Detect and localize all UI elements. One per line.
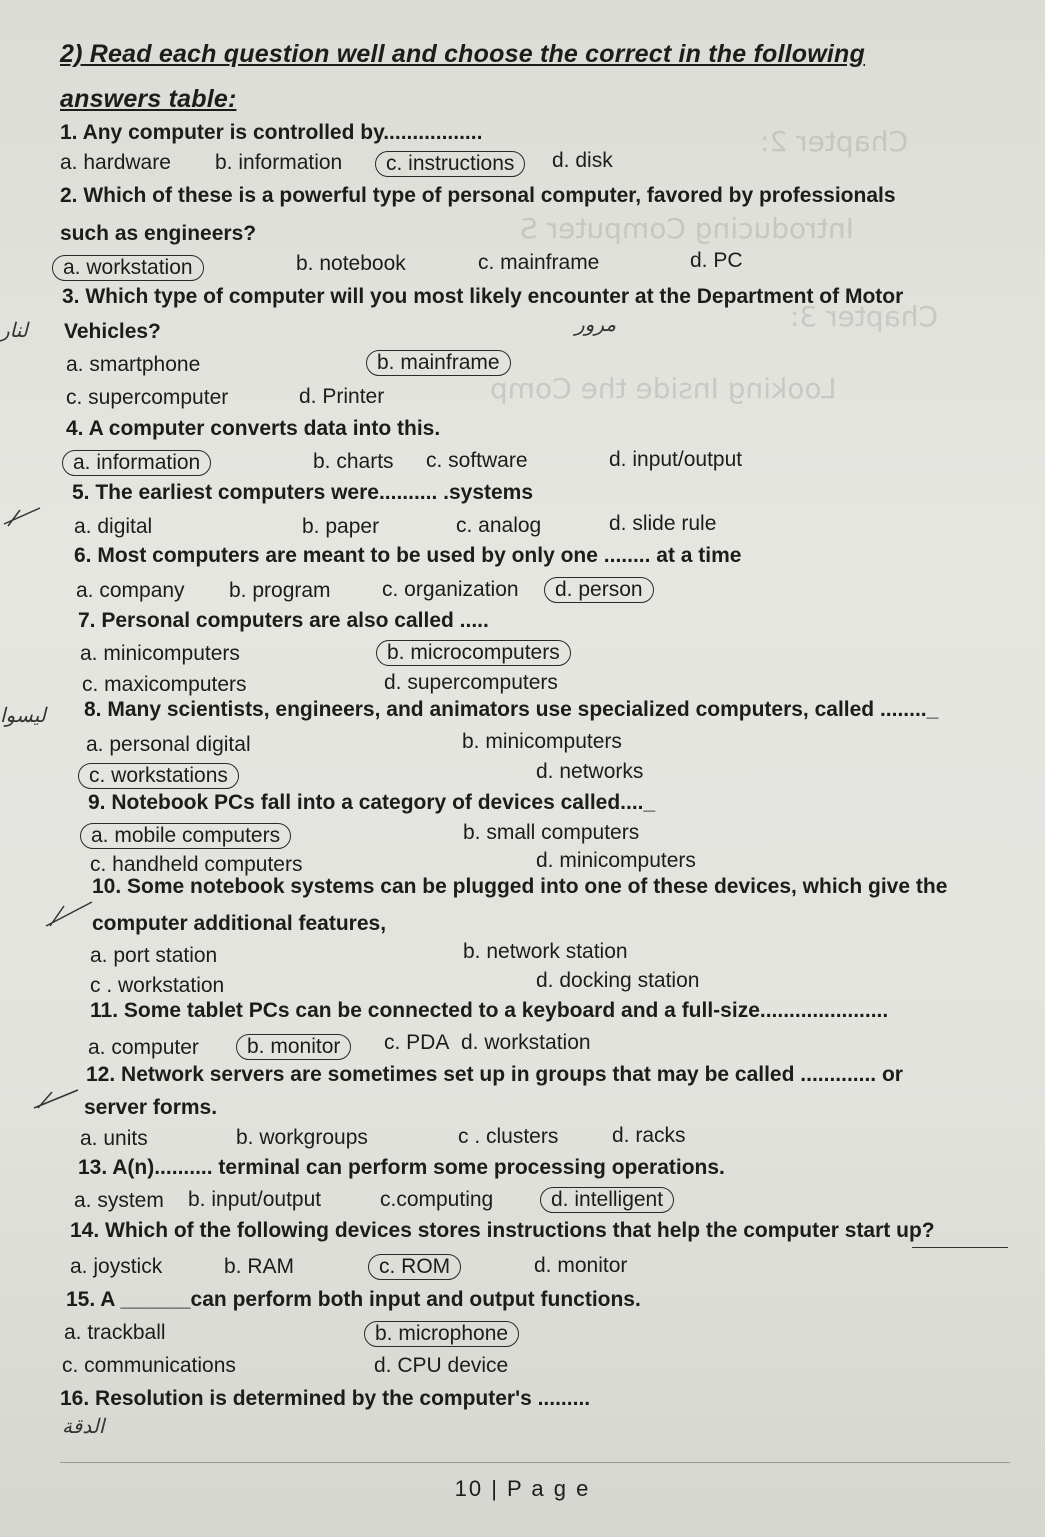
option-4a-circled[interactable]: a. information: [62, 450, 211, 476]
question-6: 6. Most computers are meant to be used by only one ........ at a time: [74, 544, 742, 567]
question-15: 15. A ______can perform both input and output functions.: [66, 1288, 641, 1311]
question-1: 1. Any computer is controlled by.................: [60, 121, 483, 144]
option-9d[interactable]: d. minicomputers: [536, 849, 696, 872]
option-13a[interactable]: a. system: [74, 1189, 164, 1212]
section-heading: 2) Read each question well and choose the correct in the following: [60, 40, 865, 68]
question-2-cont: such as engineers?: [60, 222, 257, 245]
question-8: 8. Many scientists, engineers, and animators use specialized computers, called ........_: [84, 698, 939, 721]
question-5: 5. The earliest computers were.......... .systems: [72, 481, 534, 504]
option-2c[interactable]: c. mainframe: [478, 251, 600, 274]
handwritten-note: ﻟ‍ﻨﺎﺭ: [0, 318, 28, 342]
handwritten-tick: [0, 500, 60, 530]
question-9: 9. Notebook PCs fall into a category of devices called...._: [88, 791, 656, 814]
option-15b-circled[interactable]: b. microphone: [364, 1321, 519, 1347]
question-10-cont: computer additional features,: [92, 912, 387, 935]
page-number: 10 | P a g e: [454, 1476, 591, 1501]
option-13c[interactable]: c.computing: [380, 1188, 494, 1211]
option-12d[interactable]: d. racks: [612, 1124, 686, 1147]
footer-divider: [60, 1462, 1010, 1463]
option-11b-circled[interactable]: b. monitor: [236, 1034, 351, 1060]
option-4d[interactable]: d. input/output: [609, 448, 743, 471]
handwritten-tick: [28, 1084, 88, 1114]
option-6a[interactable]: a. company: [76, 579, 185, 602]
option-14d[interactable]: d. monitor: [534, 1254, 628, 1277]
question-16: 16. Resolution is determined by the computer's .........: [60, 1387, 591, 1410]
option-9a-circled[interactable]: a. mobile computers: [80, 823, 291, 849]
option-12c[interactable]: c . clusters: [458, 1125, 559, 1148]
option-15a[interactable]: a. trackball: [64, 1321, 166, 1344]
option-12a[interactable]: a. units: [80, 1127, 148, 1150]
option-5b[interactable]: b. paper: [302, 515, 380, 538]
option-1b[interactable]: b. information: [215, 151, 343, 174]
option-1c-circled[interactable]: c. instructions: [375, 151, 525, 177]
show-through-text: Chapter 3:: [790, 300, 939, 333]
option-5a[interactable]: a. digital: [74, 515, 153, 538]
option-14b[interactable]: b. RAM: [224, 1255, 295, 1278]
option-15d[interactable]: d. CPU device: [374, 1354, 509, 1377]
option-5d[interactable]: d. slide rule: [609, 512, 717, 535]
question-12-cont: server forms.: [84, 1096, 218, 1119]
show-through-text: Introducing Computer S: [520, 212, 854, 245]
option-2d[interactable]: d. PC: [690, 249, 743, 272]
question-4: 4. A computer converts data into this.: [66, 417, 441, 440]
option-11c[interactable]: c. PDA: [384, 1031, 450, 1054]
handwritten-underline: [912, 1247, 1008, 1248]
handwritten-note: ﻣﺮﻭﺭ: [575, 312, 617, 336]
section-heading-cont: answers table:: [60, 85, 237, 113]
option-5c[interactable]: c. analog: [456, 514, 542, 537]
option-3b-circled[interactable]: b. mainframe: [366, 350, 511, 376]
option-15c[interactable]: c. communications: [62, 1354, 236, 1377]
question-3: 3. Which type of computer will you most likely encounter at the Department of Motor: [62, 285, 904, 308]
option-7c[interactable]: c. maxicomputers: [82, 673, 247, 696]
option-8b[interactable]: b. minicomputers: [462, 730, 622, 753]
question-12: 12. Network servers are sometimes set up in groups that may be called ............. or: [86, 1063, 903, 1086]
option-12b[interactable]: b. workgroups: [236, 1126, 368, 1149]
option-8d[interactable]: d. networks: [536, 760, 644, 783]
option-7d[interactable]: d. supercomputers: [384, 671, 558, 694]
option-1d[interactable]: d. disk: [552, 149, 613, 172]
question-10: 10. Some notebook systems can be plugged into one of these devices, which give the: [92, 875, 948, 898]
option-10c[interactable]: c . workstation: [90, 974, 225, 997]
option-6c[interactable]: c. organization: [382, 578, 519, 601]
option-3c[interactable]: c. supercomputer: [66, 386, 229, 409]
option-13b[interactable]: b. input/output: [188, 1188, 322, 1211]
option-4b[interactable]: b. charts: [313, 450, 394, 473]
handwritten-tick: [40, 892, 100, 932]
option-3a[interactable]: a. smartphone: [66, 353, 201, 376]
option-8c-circled[interactable]: c. workstations: [78, 763, 239, 789]
handwritten-note: ﺍﻟﺪﻗﺔ: [62, 1414, 105, 1438]
show-through-text: Chapter 2:: [760, 125, 909, 158]
option-9c[interactable]: c. handheld computers: [90, 853, 303, 876]
question-11: 11. Some tablet PCs can be connected to a keyboard and a full-size......................: [90, 999, 889, 1022]
option-2b[interactable]: b. notebook: [296, 252, 406, 275]
question-14: 14. Which of the following devices stores instructions that help the computer start up?: [70, 1219, 935, 1242]
handwritten-note: ﻟﻴﺴﻮﺍ: [0, 703, 46, 727]
question-7: 7. Personal computers are also called .....: [78, 609, 489, 632]
option-10d[interactable]: d. docking station: [536, 969, 700, 992]
option-6b[interactable]: b. program: [229, 579, 331, 602]
option-14c-circled[interactable]: c. ROM: [368, 1254, 461, 1280]
option-8a[interactable]: a. personal digital: [86, 733, 251, 756]
option-7a[interactable]: a. minicomputers: [80, 642, 240, 665]
show-through-text: Looking Inside the Comp: [490, 372, 837, 405]
option-10a[interactable]: a. port station: [90, 944, 218, 967]
option-10b[interactable]: b. network station: [463, 940, 628, 963]
option-11d[interactable]: d. workstation: [461, 1031, 591, 1054]
option-7b-circled[interactable]: b. microcomputers: [376, 640, 571, 666]
option-14a[interactable]: a. joystick: [70, 1255, 163, 1278]
question-2: 2. Which of these is a powerful type of personal computer, favored by professionals: [60, 184, 896, 207]
option-6d-circled[interactable]: d. person: [544, 577, 654, 603]
option-1a[interactable]: a. hardware: [60, 151, 171, 174]
question-13: 13. A(n).......... terminal can perform some processing operations.: [78, 1156, 725, 1179]
question-3-cont: Vehicles?: [64, 320, 161, 343]
option-9b[interactable]: b. small computers: [463, 821, 640, 844]
option-2a-circled[interactable]: a. workstation: [52, 255, 204, 281]
option-13d-circled[interactable]: d. intelligent: [540, 1187, 674, 1213]
option-3d[interactable]: d. Printer: [299, 385, 385, 408]
option-4c[interactable]: c. software: [426, 449, 528, 472]
option-11a[interactable]: a. computer: [88, 1036, 199, 1059]
